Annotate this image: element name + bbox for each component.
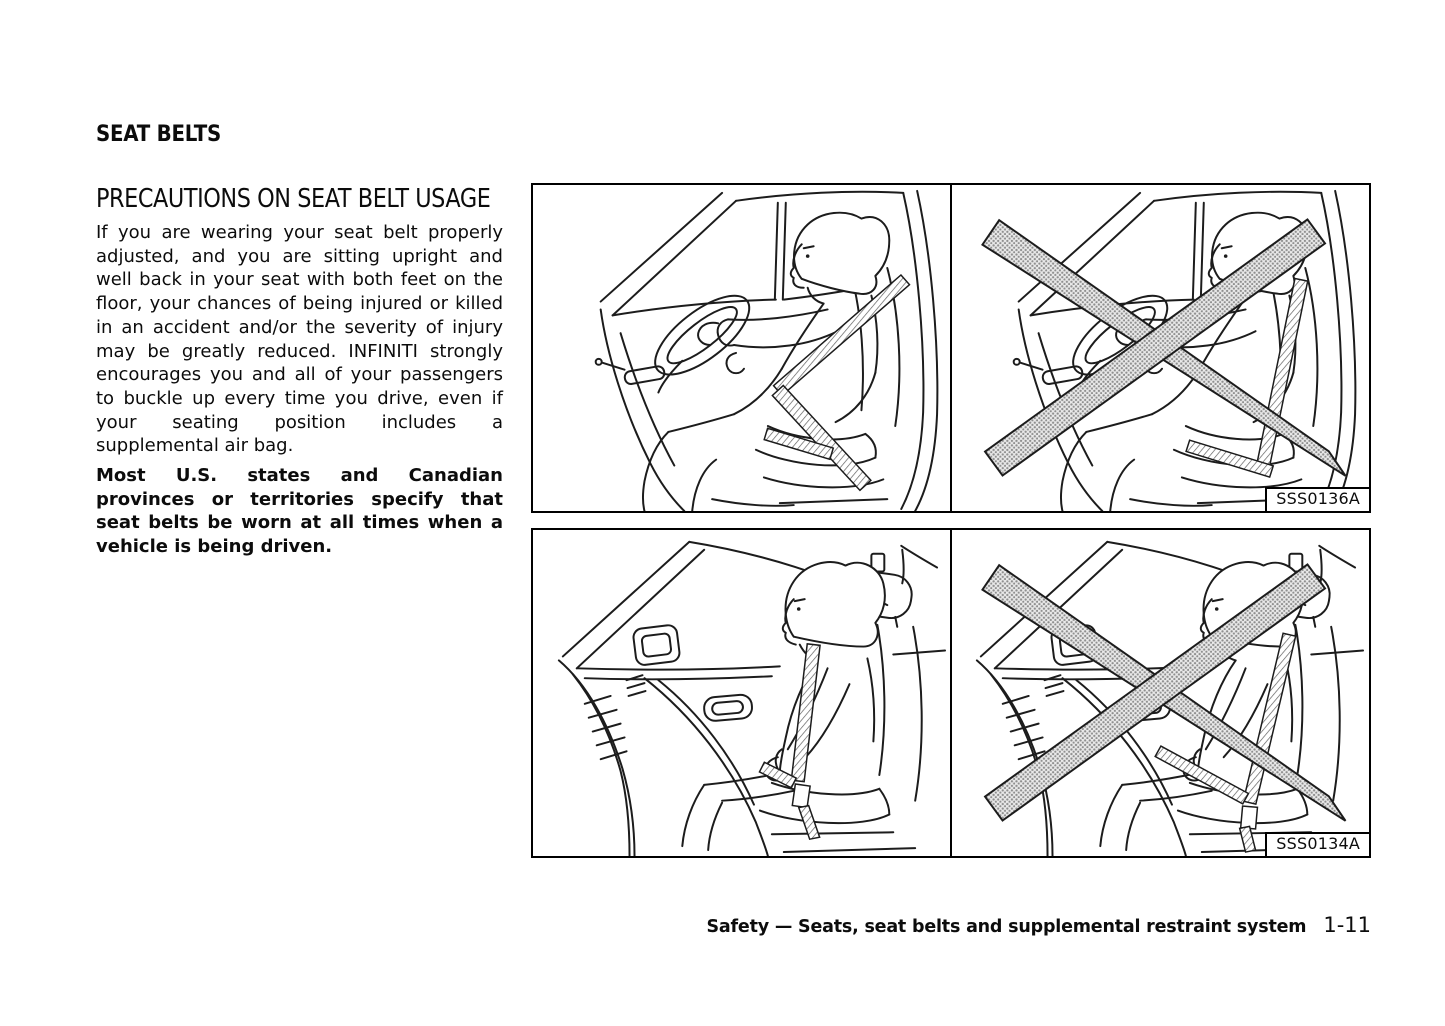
figure-passenger-belt-usage [531,528,1371,858]
paragraph-law-note: Most U.S. states and Canadian provinces or territories specify that seat belts be worn at all times when a vehicle is being driven. [96,465,503,558]
footer-chapter-title: Safety — Seats, seat belts and supplemental restraint system [706,917,1307,937]
paragraph-intro: If you are wearing your seat belt properly adjusted, and you are sitting upright and well back in your seat with both feet on the floor, your chances of being injured or killed in an accident and/or the severity of injury may be greatly reduced. INFINITI strongly encourages you and all of your passengers to buckle up every time you drive, even if your seating position includes a supplemental air bag. [96,222,503,457]
footer-page-number: 1-11 [1323,913,1371,937]
panel-driver-incorrect [982,191,1355,511]
body-text-column [96,221,503,565]
panel-driver-correct [596,191,938,511]
figure-label: SSS0134A [1265,832,1369,856]
figure-driver-belt-usage [531,183,1371,513]
page-title: SEAT BELTS [96,122,222,147]
section-heading: PRECAUTIONS ON SEAT BELT USAGE [96,184,491,214]
panel-passenger-incorrect [977,542,1363,856]
driver-belt-illustration [533,185,1369,511]
panel-passenger-correct [559,542,945,856]
figure-label: SSS0136A [1265,487,1369,511]
passenger-belt-illustration [533,530,1369,856]
page-footer [531,913,1371,937]
